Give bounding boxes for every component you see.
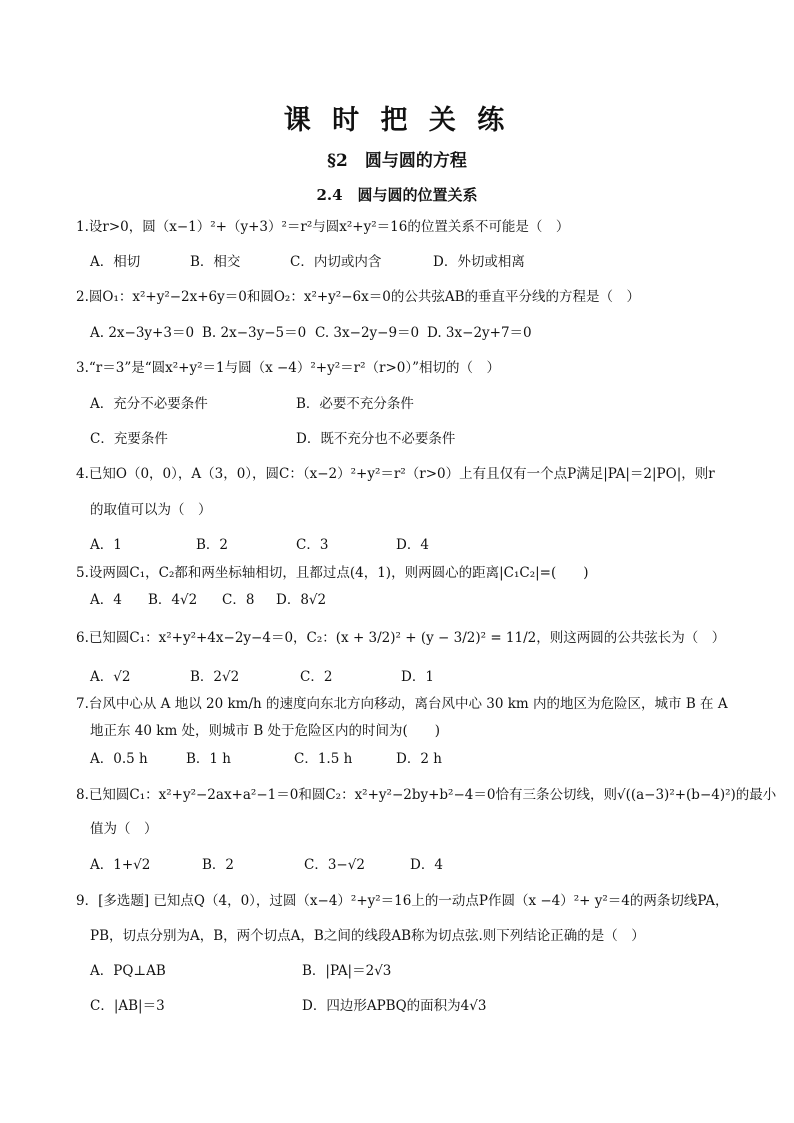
question-3-option-d: D．既不充分也不必要条件 [296,431,456,447]
question-2-option-c: C. 3x−2y−9＝0 [315,325,420,341]
question-1-option-b: B．相交 [190,254,241,270]
question-5-option-d: D．8√2 [276,592,327,608]
question-6-option-d: D．1 [401,669,434,685]
question-4-option-d: D．4 [396,537,429,553]
question-5-option-a: A．4 [90,592,122,608]
question-8-option-c: C．3−√2 [304,857,365,873]
question-4-option-a: A．1 [90,537,122,553]
question-5-stem: 5.设两圆C₁，C₂都和两坐标轴相切，且都过点(4，1)，则两圆心的距离|C₁C₂|=( ) [76,565,589,581]
question-9-option-d: D．四边形APBQ的面积为4√3 [302,998,487,1014]
question-8-option-b: B．2 [202,857,235,873]
question-8-stem-line-2: 值为（ ） [90,821,158,837]
question-3-option-b: B．必要不充分条件 [296,396,414,412]
question-3-option-a: A．充分不必要条件 [90,396,208,412]
question-3-stem: 3.“r＝3”是“圆x²+y²＝1与圆（x −4）²+y²＝r²（r>0）”相切的（ ） [76,360,501,376]
question-4-option-b: B．2 [196,537,229,553]
question-9-option-c: C．|AB|＝3 [90,998,165,1014]
question-6-option-b: B．2√2 [190,669,240,685]
question-2-option-b: B. 2x−3y−5＝0 [202,325,307,341]
page-title: 课 时 把 关 练 [283,105,511,136]
question-5-option-c: C．8 [222,592,255,608]
question-9-stem-line-1: 9．[多选题] 已知点Q（4，0），过圆（x−4）²+y²＝16上的一动点P作圆（x −4）²+ y²＝4的两条切线PA， [76,893,729,909]
question-4-option-c: C．3 [296,537,329,553]
question-1-option-c: C．内切或内含 [290,254,382,270]
section-title: §2 圆与圆的方程 [327,151,467,171]
question-6-option-a: A．√2 [90,669,131,685]
question-4-stem-line-2: 的取值可以为（ ） [90,502,212,518]
question-4-stem-line-1: 4.已知O（0，0），A（3，0），圆C：（x−2）²+y²＝r²（r>0）上有且仅有一个点P满足|PA|＝2|PO|，则r [76,466,715,482]
subsection-title: 2.4 圆与圆的位置关系 [316,186,478,204]
question-9-option-b: B．|PA|＝2√3 [302,963,392,979]
question-7-option-c: C．1.5 h [294,751,353,767]
question-8-option-a: A．1+√2 [90,857,151,873]
question-1-stem: 1.设r>0，圆（x−1）²+（y+3）²＝r²与圆x²+y²＝16的位置关系不可能是（ ） [76,219,570,235]
question-7-option-d: D．2 h [396,751,442,767]
question-6-stem: 6.已知圆C₁：x²+y²+4x−2y−4＝0，C₂：(x + 3/2)² + (y − 3/2)² = 11/2，则这两圆的公共弦长为（ ） [76,630,726,646]
question-7-option-b: B．1 h [186,751,231,767]
question-6-option-c: C．2 [300,669,333,685]
question-2-stem: 2.圆O₁：x²+y²−2x+6y＝0和圆O₂：x²+y²−6x＝0的公共弦AB的垂直平分线的方程是（ ） [76,289,640,305]
question-8-option-d: D．4 [410,857,443,873]
question-8-stem-line-1: 8.已知圆C₁：x²+y²−2ax+a²−1＝0和圆C₂：x²+y²−2by+b²−4＝0恰有三条公切线，则√((a−3)²+(b−4)²)的最小 [76,787,777,803]
question-1-option-d: D．外切或相离 [433,254,525,270]
question-9-stem-line-2: PB，切点分别为A，B，两个切点A，B之间的线段AB称为切点弦.则下列结论正确的是（ ） [90,928,645,944]
question-7-stem-line-1: 7.台风中心从 A 地以 20 km/h 的速度向东北方向移动，离台风中心 30 km 内的地区为危险区，城市 B 在 A [76,696,728,712]
question-1-option-a: A．相切 [90,254,141,270]
question-7-option-a: A．0.5 h [90,751,148,767]
question-7-stem-line-2: 地正东 40 km 处，则城市 B 处于危险区内的时间为( ) [90,723,441,739]
question-9-option-a: A．PQ⊥AB [90,963,166,979]
question-2-option-d: D. 3x−2y+7＝0 [427,325,532,341]
question-5-option-b: B．4√2 [148,592,198,608]
question-3-option-c: C．充要条件 [90,431,168,447]
question-2-option-a: A. 2x−3y+3＝0 [90,325,195,341]
